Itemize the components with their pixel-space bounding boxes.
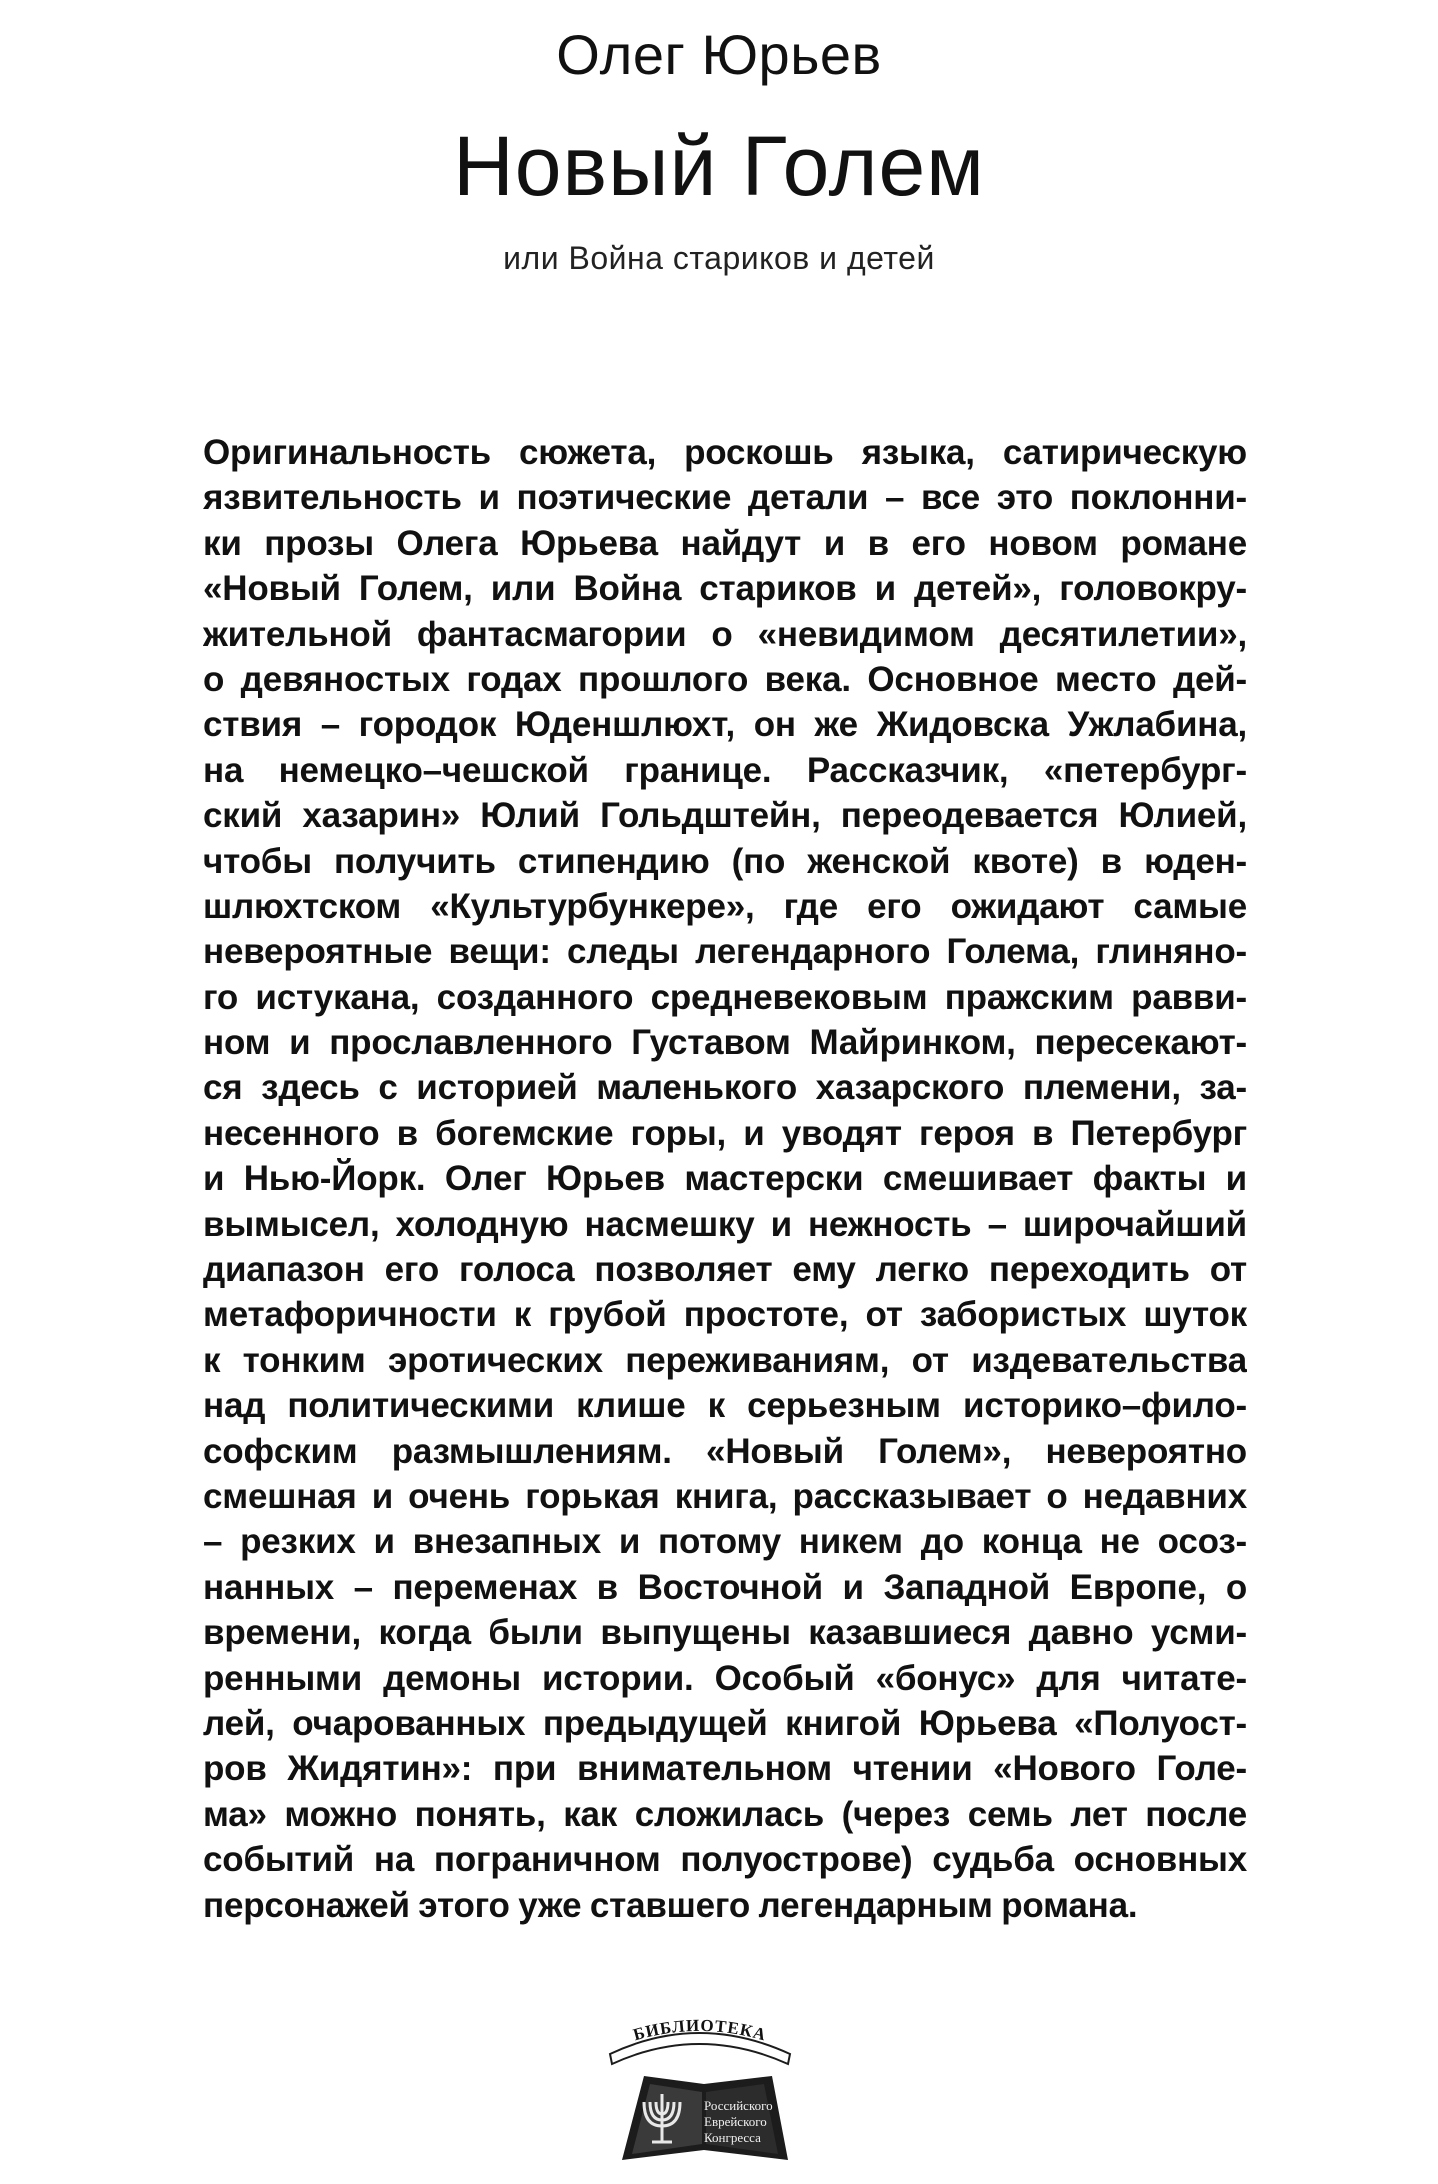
annotation-line: софским размышлениям. «Новый Голем», невероятно bbox=[203, 1431, 1247, 1471]
annotation-line: персонажей этого уже ставшего легендарным романа. bbox=[203, 1885, 1138, 1925]
logo-line-3: Конгресса bbox=[704, 2130, 761, 2145]
annotation-line: о девяностых годах прошлого века. Основное место дей- bbox=[203, 659, 1247, 699]
annotation-line: событий на пограничном полуострове) судьба основных bbox=[203, 1840, 1247, 1880]
annotation-line: чтобы получить стипендию (по женской квоте) в юден- bbox=[203, 841, 1247, 881]
annotation-line: вымысел, холодную насмешку и нежность – широчайший bbox=[203, 1204, 1247, 1244]
logo-line-1: Российского bbox=[704, 2098, 773, 2113]
annotation-line: ма» можно понять, как сложилась (через семь лет после bbox=[203, 1794, 1247, 1834]
annotation-line: невероятные вещи: следы легендарного Голема, глиняно- bbox=[203, 932, 1247, 972]
annotation-line: лей, очарованных предыдущей книгой Юрьева «Полуост- bbox=[203, 1703, 1247, 1743]
annotation-line: метафоричности к грубой простоте, от забористых шуток bbox=[203, 1295, 1247, 1335]
annotation-line: ствия – городок Юденшлюхт, он же Жидовска Ужлабина, bbox=[203, 705, 1247, 745]
annotation-line: «Новый Голем, или Война стариков и детей», головокру- bbox=[203, 569, 1247, 609]
annotation-line: времени, когда были выпущены казавшиеся давно усми- bbox=[203, 1613, 1247, 1653]
annotation-line: жительной фантасмагории о «невидимом десятилетии», bbox=[203, 614, 1247, 654]
annotation-line: ский хазарин» Юлий Гольдштейн, переодевается Юлией, bbox=[203, 796, 1247, 836]
annotation-line: ренными демоны истории. Особый «бонус» для читате- bbox=[203, 1658, 1247, 1698]
annotation-line: смешная и очень горькая книга, рассказывает о недавних bbox=[203, 1476, 1247, 1516]
annotation-line: над политическими клише к серьезным историко–фило- bbox=[203, 1386, 1247, 1426]
annotation-line: ся здесь с историей маленького хазарского племени, за- bbox=[203, 1068, 1247, 1108]
annotation-line: на немецко–чешской границе. Рассказчик, «петербург- bbox=[203, 750, 1247, 790]
book-title: Новый Голем bbox=[453, 119, 985, 213]
annotation-line: го истукана, созданного средневековым пражским равви- bbox=[203, 977, 1247, 1017]
annotation-line: ки прозы Олега Юрьева найдут и в его новом романе bbox=[203, 523, 1247, 563]
annotation-line: шлюхтском «Культурбункере», где его ожидают самые bbox=[203, 886, 1247, 926]
annotation-line: нанных – переменах в Восточной и Западной Европе, о bbox=[203, 1567, 1247, 1607]
annotation-line: Оригинальность сюжета, роскошь языка, сатирическую bbox=[203, 433, 1247, 472]
annotation-line: диапазон его голоса позволяет ему легко переходить от bbox=[203, 1250, 1247, 1290]
annotation-line: к тонким эротических переживаниям, от издевательства bbox=[203, 1340, 1247, 1380]
book-subtitle: или Война стариков и детей bbox=[503, 240, 935, 276]
annotation-line: и Нью-Йорк. Олег Юрьев мастерски смешивает факты и bbox=[203, 1159, 1247, 1199]
annotation-line: – резких и внезапных и потому никем до конца не осоз- bbox=[203, 1522, 1247, 1562]
annotation-line: язвительность и поэтические детали – все это поклонни- bbox=[203, 478, 1247, 518]
annotation-line: ров Жидятин»: при внимательном чтении «Нового Голе- bbox=[203, 1749, 1247, 1789]
annotation-line: несенного в богемские горы, и уводят героя в Петербург bbox=[203, 1113, 1247, 1153]
library-emblem-icon bbox=[604, 2018, 794, 2168]
author-name: Олег Юрьев bbox=[556, 23, 882, 86]
annotation-text bbox=[203, 430, 1247, 1928]
logo-banner-text: БИБЛИОТЕКА bbox=[631, 2018, 769, 2045]
annotation-line: ном и прославленного Густавом Майринком, пересекают- bbox=[203, 1023, 1247, 1063]
logo-line-2: Еврейского bbox=[704, 2114, 767, 2129]
